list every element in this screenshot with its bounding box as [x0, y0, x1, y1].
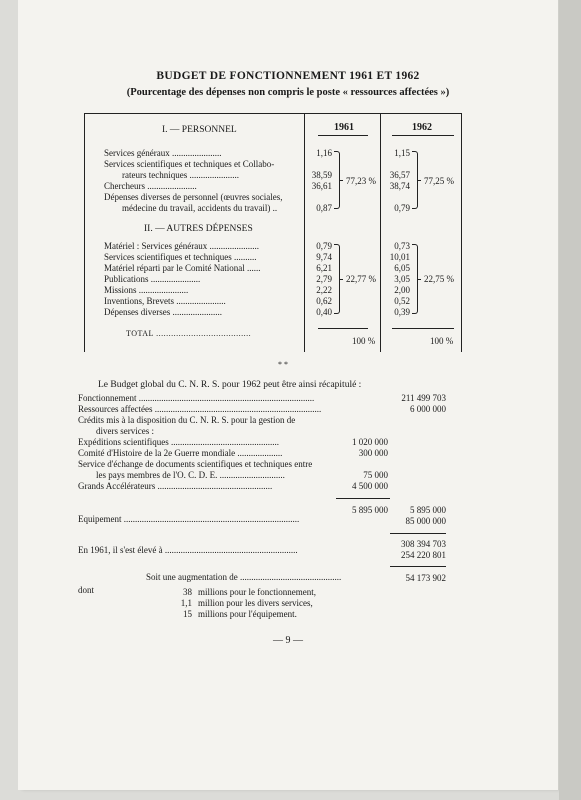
asterism: * * [278, 360, 288, 369]
page-subtitle: (Pourcentage des dépenses non compris le poste « ressources affectées ») [126, 87, 450, 98]
total-1962: 100 % [430, 336, 454, 346]
value-1961: 0,87 [316, 203, 332, 213]
recap-line: Expéditions scientifiques ................................................ [78, 437, 279, 447]
value-1961: 1,16 [316, 148, 332, 158]
header-rule-1961 [318, 135, 368, 136]
row-label: Services généraux ...................... [104, 148, 222, 158]
year-1961-header: 1961 [334, 122, 354, 133]
row-label: rateurs techniques ...................... [122, 170, 239, 180]
value-1961: 36,61 [311, 181, 332, 191]
value-1962: 0,79 [394, 203, 410, 213]
equipement-value: 85 000 000 [405, 516, 446, 526]
recap-line: Crédits mis à la disposition du C. N. R. S. pour la gestion de [78, 415, 296, 425]
value-1961: 0,62 [316, 296, 332, 306]
row-label: Matériel : Services généraux ...................... [104, 241, 259, 251]
recap-mid-value: 1 020 000 [352, 437, 388, 447]
recap-line: Service d'échange de documents scientifiques et techniques entre [78, 459, 313, 469]
row-label: Services scientifiques et techniques et Collabo- [104, 159, 275, 169]
y1961-value: 254 220 801 [401, 550, 446, 560]
value-1962: 0,39 [394, 307, 410, 317]
value-1961: 0,79 [316, 241, 332, 251]
dont-label: dont [78, 585, 95, 595]
header-rule-1962 [392, 135, 454, 136]
brace-1961-autres [334, 244, 340, 314]
recap-mid-value: 75 000 [363, 470, 388, 480]
row-label: Inventions, Brevets ...................... [104, 296, 226, 306]
total-label: TOTAL ...................................... [126, 329, 252, 338]
subtotal-1962-personnel: 77,25 % [424, 176, 454, 186]
subtotal-right: 5 895 000 [410, 505, 446, 515]
section-autres-title: II. — AUTRES DÉPENSES [144, 224, 253, 234]
total-rule-1962 [392, 328, 454, 329]
value-1961: 2,79 [316, 274, 332, 284]
subtotal-rule [336, 498, 390, 499]
page-title: BUDGET DE FONCTIONNEMENT 1961 ET 1962 [156, 70, 420, 82]
row-label: médecine du travail, accidents du travail) .. [122, 203, 278, 213]
year-1962-header: 1962 [412, 122, 432, 133]
subtotal-1962-autres: 22,75 % [424, 274, 454, 284]
total-1961: 100 % [352, 336, 376, 346]
dont-num: 1,1 [180, 598, 192, 608]
value-1962: 3,05 [394, 274, 410, 284]
recap-line: Ressources affectées .......................................................................... [78, 404, 322, 414]
subtotal-mid: 5 895 000 [352, 505, 388, 515]
recap-line: divers services : [96, 426, 154, 436]
page-edge [559, 0, 581, 800]
increase-label: Soit une augmentation de ............................................. [146, 572, 342, 582]
diff-rule [390, 566, 446, 567]
value-1962: 6,05 [394, 263, 410, 273]
value-1961: 6,21 [316, 263, 332, 273]
row-label: Publications ...................... [104, 274, 201, 284]
value-1961: 2,22 [316, 285, 332, 295]
row-label: Matériel réparti par le Comité National ...... [104, 263, 261, 273]
brace-1962-personnel [412, 151, 418, 209]
row-label: Dépenses diverses ...................... [104, 307, 222, 317]
recap-line: Grands Accélérateurs ................................................... [78, 481, 273, 491]
value-1962: 36,57 [389, 170, 410, 180]
value-1962: 38,74 [389, 181, 410, 191]
value-1962: 10,01 [389, 252, 410, 262]
sum-rule [390, 533, 446, 534]
subtotal-1961-personnel: 77,23 % [346, 176, 376, 186]
page-number: — 9 — [273, 635, 303, 646]
brace-1962-autres [412, 244, 418, 314]
value-1961: 9,74 [316, 252, 332, 262]
recap-line: Fonctionnement .............................................................................. [78, 393, 315, 403]
row-label: Chercheurs ...................... [104, 181, 197, 191]
increase-value: 54 173 902 [405, 573, 446, 583]
dont-text: millions pour le fonctionnement, [198, 587, 316, 597]
sum-1962: 308 394 703 [401, 539, 446, 549]
value-1962: 0,52 [394, 296, 410, 306]
section-personnel-title: I. — PERSONNEL [162, 125, 237, 135]
row-label: Services scientifiques et techniques .......... [104, 252, 257, 262]
recap-mid-value: 300 000 [358, 448, 388, 458]
recap-line: Comité d'Histoire de la 2e Guerre mondiale .................... [78, 448, 283, 458]
equipement-label: Equipement .............................................................................. [78, 514, 300, 524]
value-1961: 0,40 [316, 307, 332, 317]
y1961-label: En 1961, il s'est élevé à ........................................................... [78, 545, 298, 555]
dont-num: 38 [183, 587, 192, 597]
table-divider-2 [380, 114, 381, 352]
table-divider-1 [304, 114, 305, 352]
dont-text: millions pour l'équipement. [198, 609, 297, 619]
budget-table [84, 113, 462, 351]
brace-1961-personnel [334, 151, 340, 209]
value-1962: 0,73 [394, 241, 410, 251]
recap-line: les pays membres de l'O. C. D. E. ............................. [96, 470, 285, 480]
dont-num: 15 [183, 609, 192, 619]
document-page [18, 0, 558, 790]
dont-text: million pour les divers services, [198, 598, 313, 608]
value-1962: 1,15 [394, 148, 410, 158]
recap-right-value: 211 499 703 [401, 393, 446, 403]
recap-right-value: 6 000 000 [410, 404, 446, 414]
subtotal-1961-autres: 22,77 % [346, 274, 376, 284]
value-1961: 38,59 [311, 170, 332, 180]
recap-mid-value: 4 500 000 [352, 481, 388, 491]
table-border-right [461, 114, 462, 352]
recap-intro: Le Budget global du C. N. R. S. pour 1962 peut être ainsi récapitulé : [98, 380, 362, 390]
table-border-left [84, 114, 85, 352]
value-1962: 2,00 [394, 285, 410, 295]
row-label: Dépenses diverses de personnel (œuvres sociales, [104, 192, 283, 202]
total-rule-1961 [318, 328, 368, 329]
row-label: Missions ...................... [104, 285, 189, 295]
